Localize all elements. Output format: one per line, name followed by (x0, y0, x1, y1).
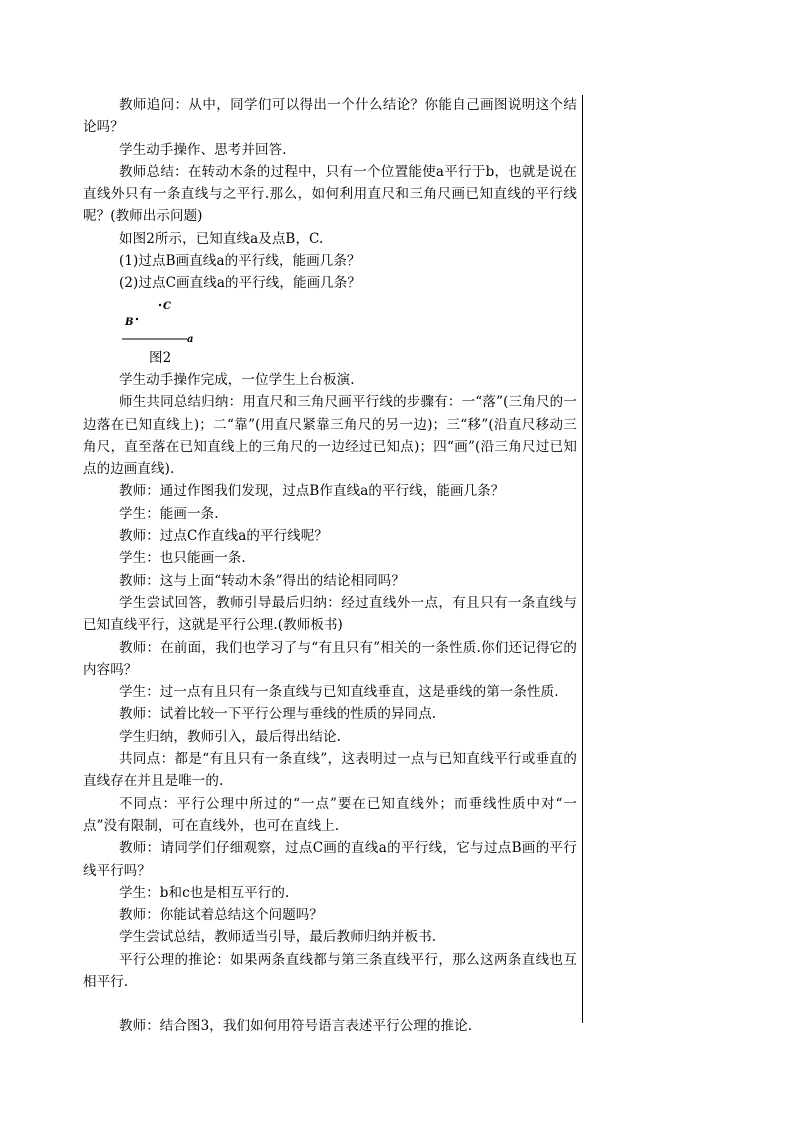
paragraph: 共同点：都是“有且只有一条直线”，这表明过一点与已知直线平行或垂直的直线存在并且是唯一的. (83, 751, 577, 790)
point-c-dot (159, 303, 161, 305)
label-a: a (187, 333, 194, 345)
paragraph: (2)过点C画直线a的平行线，能画几条？ (119, 275, 362, 292)
paragraph: 学生动手操作、思考并回答. (119, 141, 287, 158)
table-border-line (582, 95, 583, 1023)
paragraph: 学生归纳，教师引入，最后得出结论. (119, 728, 341, 745)
point-b-dot (136, 317, 138, 319)
paragraph: 教师：结合图3，我们如何用符号语言表述平行公理的推论. (119, 1018, 473, 1035)
paragraph: 师生共同总结归纳：用直尺和三角尺画平行线的步骤有：一“落”(三角尺的一边落在已知直线上)；二“靠”(用直尺紧靠三角尺的另一边)；三“移”(沿直尺移动三角尺，直至落在已知直线上的三角尺的一边经过已知点)；四“画”(沿三角尺过已知点的边画直线). (83, 394, 577, 478)
paragraph: 学生尝试总结，教师适当引导，最后教师归纳并板书. (119, 929, 437, 946)
paragraph: 教师：试着比较一下平行公理与垂线的性质的异同点. (119, 706, 437, 723)
paragraph: 教师追问：从中，同学们可以得出一个什么结论？你能自己画图说明这个结论吗？ (83, 97, 577, 136)
label-b: B (125, 316, 134, 328)
paragraph: 教师：你能试着总结这个问题吗？ (119, 907, 323, 924)
paragraph: 学生：能画一条. (119, 505, 219, 522)
figure-2 (83, 295, 577, 347)
paragraph: 学生动手操作完成，一位学生上台板演. (119, 371, 355, 388)
paragraph: 教师：这与上面“转动木条”得出的结论相同吗？ (119, 572, 406, 589)
paragraph: 不同点：平行公理中所过的“一点”要在已知直线外；而垂线性质中对“一点”没有限制，可在直线外，也可在直线上. (83, 795, 577, 834)
lesson-text (83, 94, 577, 1038)
paragraph: (1)过点B画直线a的平行线，能画几条？ (119, 253, 361, 270)
paragraph: 平行公理的推论：如果两条直线都与第三条直线平行，那么这两条直线也互相平行. (83, 951, 577, 990)
paragraph: 学生：也只能画一条. (119, 550, 246, 567)
paragraph: 学生：b和c也是相互平行的. (119, 884, 290, 901)
paragraph: 学生尝试回答，教师引导最后归纳：经过直线外一点，有且只有一条直线与已知直线平行，这就是平行公理.(教师板书) (83, 594, 577, 634)
paragraph: 学生：过一点有且只有一条直线与已知直线垂直，这是垂线的第一条性质. (119, 684, 559, 701)
blank-line (83, 993, 577, 1015)
figure-2-diagram (83, 295, 283, 347)
figure-caption: 图2 (149, 349, 172, 366)
label-c: C (163, 300, 171, 312)
paragraph: 教师：请同学们仔细观察，过点C画的直线a的平行线，它与过点B画的平行线平行吗？ (83, 840, 577, 879)
paragraph: 如图2所示，已知直线a及点B，C. (119, 230, 324, 247)
paragraph: 教师：过点C作直线a的平行线呢？ (119, 528, 328, 545)
paragraph: 教师总结：在转动木条的过程中，只有一个位置能使a平行于b，也就是说在直线外只有一条直线与之平行.那么，如何利用直尺和三角尺画已知直线的平行线呢？(教师出示问题) (83, 163, 577, 225)
paragraph: 教师：通过作图我们发现，过点B作直线a的平行线，能画几条？ (119, 483, 505, 500)
paragraph: 教师：在前面，我们也学习了与“有且只有”相关的一条性质.你们还记得它的内容吗？ (83, 639, 577, 678)
